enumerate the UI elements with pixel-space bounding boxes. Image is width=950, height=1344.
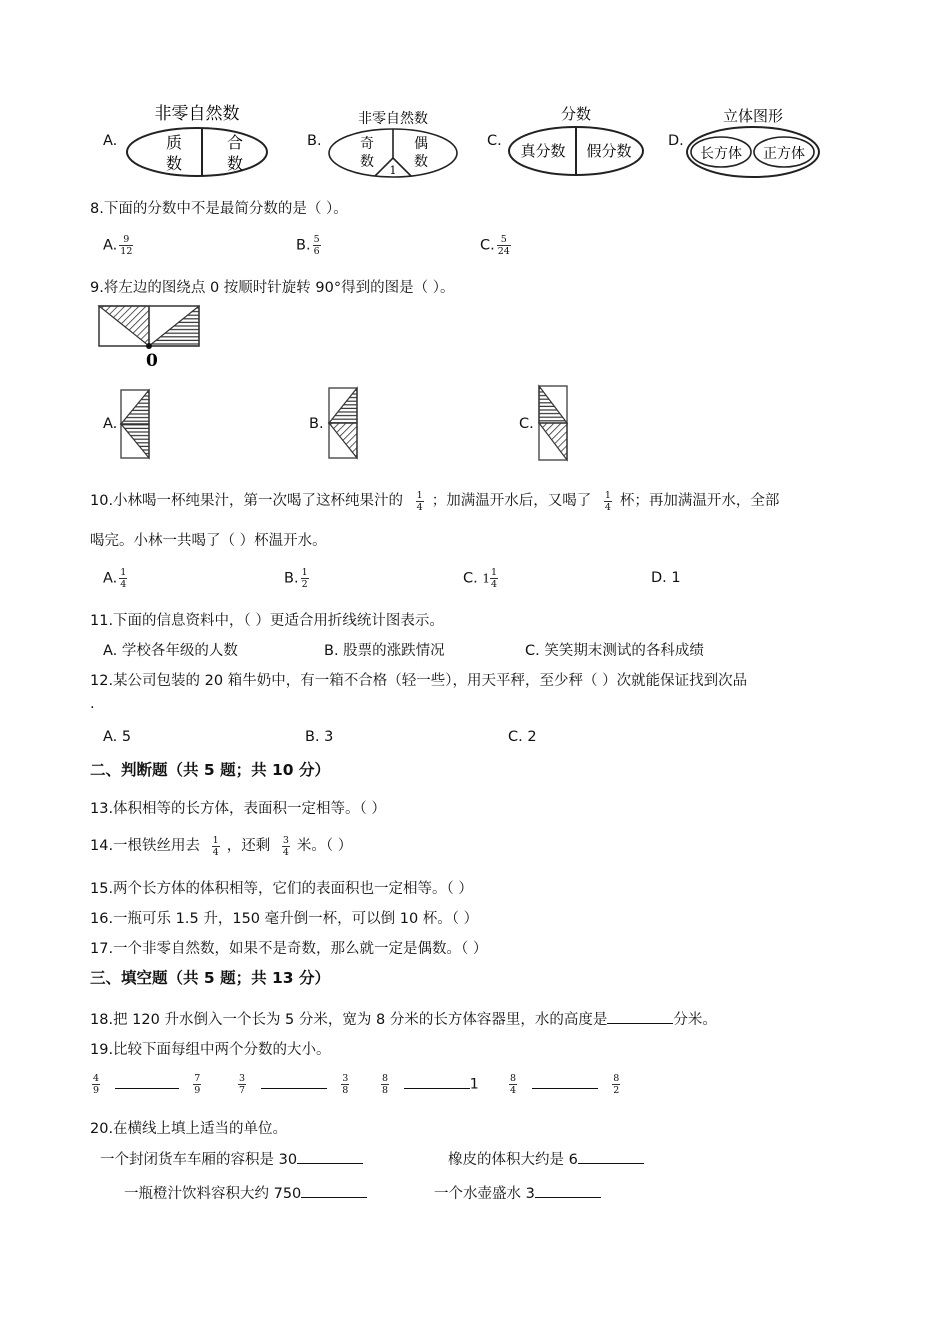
denominator: 7 — [239, 1085, 246, 1096]
numerator: 1 — [490, 567, 498, 578]
q7-b-right-2: 数 — [414, 154, 428, 170]
q19-pair-3-right: 1 — [469, 1076, 479, 1093]
q18-part-2: 分米。 — [673, 1012, 717, 1028]
denominator: 2 — [613, 1085, 620, 1096]
q10-line-2: 喝完。小林一共喝了（ ）杯温开水。 — [90, 533, 327, 549]
q19-pair-4-left — [509, 1073, 517, 1096]
q20-item-4-text: 一个水壶盛水 3 — [434, 1186, 535, 1202]
numerator: 1 — [301, 567, 308, 578]
q11-text: 11.下面的信息资料中，（ ）更适合用折线统计图表示。 — [90, 613, 444, 629]
q7-venn-b — [325, 108, 463, 180]
q19-pair-2-left — [238, 1073, 246, 1096]
q20-item-1 — [100, 1148, 363, 1169]
section-3-heading: 三、填空题（共 5 题；共 13 分） — [90, 969, 330, 987]
q9-option-a-figure[interactable] — [118, 388, 154, 462]
numerator: 1 — [212, 834, 219, 846]
q9-option-c-figure[interactable] — [536, 384, 572, 464]
q7-b-right-1: 偶 — [414, 136, 428, 152]
q7-a-right-1: 合 — [226, 133, 244, 152]
q7-option-d-letter[interactable]: D. — [668, 133, 684, 149]
q7-b-title: 非零自然数 — [358, 111, 428, 127]
q7-venn-c — [505, 102, 647, 180]
denominator: 8 — [342, 1085, 349, 1096]
q7-venn-d — [684, 104, 822, 180]
q20-item-3-text: 一瓶橙汁饮料容积大约 750 — [124, 1186, 302, 1202]
q8-option-b-fraction — [313, 234, 321, 257]
q9-original-figure — [95, 300, 207, 370]
numerator: 5 — [313, 234, 320, 245]
q10-option-a[interactable] — [103, 567, 129, 590]
q16-text: 16.一瓶可乐 1.5 升，150 毫升倒一杯，可以倒 10 杯。（ ） — [90, 911, 479, 927]
q14-part-3: 米。（ ） — [296, 838, 353, 854]
q12-dot: . — [90, 696, 95, 712]
denominator: 24 — [497, 246, 510, 257]
q9-text: 9.将左边的图绕点 0 按顺时针旋转 90°得到的图是（ ）。 — [90, 280, 455, 296]
q12-text: 12.某公司包装的 20 箱牛奶中，有一箱不合格（轻一些），用天平秤，至少秤（ ）次就能保证找到次品 — [90, 673, 748, 689]
q19-pair-1-right — [193, 1073, 201, 1096]
q7-option-c-letter[interactable]: C. — [487, 133, 502, 149]
q10-option-d[interactable]: D. 1 — [651, 570, 681, 586]
numerator: 8 — [510, 1073, 517, 1084]
q20-item-2 — [448, 1148, 644, 1169]
numerator: 8 — [382, 1073, 389, 1084]
q11-option-b[interactable]: B. 股票的涨跌情况 — [324, 643, 445, 659]
q9-point-label: 0 — [146, 351, 158, 370]
q10-option-a-fraction — [119, 567, 127, 590]
q14-part-1: 14.一根铁丝用去 — [90, 838, 201, 854]
q17-text: 17.一个非零自然数，如果不是奇数，那么就一定是偶数。（ ） — [90, 941, 488, 957]
numerator: 1 — [416, 489, 423, 501]
q18-part-1: 18.把 120 升水倒入一个长为 5 分米，宽为 8 分米的长方体容器里，水的高度是 — [90, 1012, 608, 1028]
q11-option-c[interactable]: C. 笑笑期末测试的各科成绩 — [525, 643, 704, 659]
q8-option-c-fraction — [497, 234, 511, 257]
q7-b-left-1: 奇 — [360, 136, 374, 152]
q10-option-a-letter: A. — [103, 570, 118, 587]
q7-a-left-2: 数 — [165, 154, 183, 173]
q19-pair-3 — [379, 1073, 479, 1096]
denominator: 12 — [120, 246, 133, 257]
q19-pair-1-left — [92, 1073, 100, 1096]
q8-option-a-fraction — [119, 234, 133, 257]
q8-option-c[interactable] — [480, 234, 513, 257]
q8-text: 8.下面的分数中不是最简分数的是（ ）。 — [90, 201, 348, 217]
numerator: 7 — [194, 1073, 201, 1084]
q7-c-left: 真分数 — [520, 142, 566, 160]
q9-option-b-letter[interactable]: B. — [309, 416, 324, 432]
q12-option-b[interactable]: B. 3 — [305, 729, 334, 745]
q10-option-b[interactable] — [284, 567, 311, 590]
q10-option-b-fraction — [301, 567, 309, 590]
q7-c-title: 分数 — [560, 105, 592, 123]
q20-item-2-blank[interactable] — [578, 1151, 644, 1164]
denominator: 2 — [301, 579, 308, 590]
q13-text: 13.体积相等的长方体，表面积一定相等。（ ） — [90, 801, 386, 817]
q19-pair-2-blank[interactable] — [261, 1076, 327, 1089]
section-2-heading: 二、判断题（共 5 题；共 10 分） — [90, 761, 330, 779]
q18-text — [90, 1008, 717, 1029]
denominator: 8 — [382, 1085, 389, 1096]
denominator: 9 — [93, 1085, 100, 1096]
q19-pair-2-right — [341, 1073, 349, 1096]
q10-option-c[interactable] — [463, 567, 500, 590]
denominator: 4 — [212, 846, 219, 858]
q8-option-a-letter: A. — [103, 237, 118, 254]
q11-option-a[interactable]: A. 学校各年级的人数 — [103, 643, 238, 659]
q8-option-c-letter: C. — [480, 237, 495, 254]
q19-pair-4-right — [612, 1073, 620, 1096]
numerator: 4 — [93, 1073, 100, 1084]
q7-b-center: 1 — [389, 164, 397, 177]
q20-item-1-text: 一个封闭货车车厢的容积是 30 — [100, 1152, 298, 1168]
q12-option-c[interactable]: C. 2 — [508, 729, 537, 745]
q14-part-2: ，还剩 — [226, 838, 271, 854]
numerator: 9 — [119, 234, 133, 246]
q15-text: 15.两个长方体的体积相等，它们的表面积也一定相等。（ ） — [90, 881, 473, 897]
q14-text — [90, 834, 352, 858]
numerator: 3 — [342, 1073, 349, 1084]
q18-answer-blank[interactable] — [607, 1011, 673, 1024]
q14-fraction-1 — [212, 835, 220, 858]
denominator: 4 — [120, 579, 127, 590]
q7-option-a-letter[interactable]: A. — [103, 133, 118, 149]
q19-pair-1-blank[interactable] — [115, 1076, 179, 1089]
q20-item-3-blank[interactable] — [301, 1185, 367, 1198]
q7-a-title: 非零自然数 — [154, 104, 240, 124]
numerator: 8 — [613, 1073, 620, 1084]
q9-option-b-figure[interactable] — [326, 386, 362, 462]
q20-item-4 — [434, 1182, 601, 1203]
denominator: 4 — [416, 501, 423, 513]
denominator: 9 — [194, 1085, 201, 1096]
q8-option-a[interactable] — [103, 234, 135, 257]
q10-part-2: ；加满温开水后，又喝了 — [431, 493, 592, 509]
q7-option-b-letter[interactable]: B. — [307, 133, 322, 149]
q14-fraction-2 — [282, 835, 290, 858]
numerator: 3 — [282, 834, 289, 846]
q20-item-1-blank[interactable] — [297, 1151, 363, 1164]
numerator: 5 — [497, 234, 511, 246]
q19-pair-4-blank[interactable] — [532, 1076, 598, 1089]
q10-part-3: 杯；再加满温开水，全部 — [619, 493, 780, 509]
denominator: 6 — [313, 246, 320, 257]
q20-item-4-blank[interactable] — [535, 1185, 601, 1198]
numerator: 3 — [239, 1073, 246, 1084]
denominator: 4 — [490, 579, 498, 590]
q19-pair-3-blank[interactable] — [404, 1076, 470, 1089]
q10-fraction-2 — [604, 490, 612, 513]
q7-d-left: 长方体 — [700, 146, 742, 162]
q19-pair-1 — [90, 1073, 203, 1096]
denominator: 4 — [282, 846, 289, 858]
q7-d-title: 立体图形 — [722, 107, 784, 125]
q7-d-right: 正方体 — [763, 146, 805, 162]
q9-option-a-letter[interactable]: A. — [103, 416, 118, 432]
q7-b-left-2: 数 — [360, 154, 374, 170]
q10-fraction-1 — [416, 490, 424, 513]
denominator: 4 — [510, 1085, 517, 1096]
q10-option-c-fraction — [490, 567, 498, 590]
q7-a-right-2: 数 — [226, 154, 244, 173]
q20-item-3 — [124, 1182, 367, 1203]
q8-option-b[interactable] — [296, 234, 323, 257]
q7-venn-a — [122, 100, 272, 180]
q19-text: 19.比较下面每组中两个分数的大小。 — [90, 1042, 331, 1058]
q7-a-left-1: 质 — [165, 133, 183, 152]
q20-text: 20.在横线上填上适当的单位。 — [90, 1121, 288, 1137]
q8-option-b-letter: B. — [296, 237, 311, 254]
q10-option-c-letter: C. — [463, 570, 478, 587]
q19-pair-3-left — [381, 1073, 389, 1096]
q20-item-2-text: 橡皮的体积大约是 6 — [448, 1152, 578, 1168]
q19-pair-4 — [507, 1073, 622, 1096]
q9-option-c-letter[interactable]: C. — [519, 416, 534, 432]
q10-option-b-letter: B. — [284, 570, 299, 587]
q12-option-a[interactable]: A. 5 — [103, 729, 132, 745]
numerator: 1 — [120, 567, 127, 578]
q10-option-c-whole: 1 — [482, 571, 490, 586]
q7-c-right: 假分数 — [586, 142, 632, 160]
numerator: 1 — [604, 489, 611, 501]
q10-part-1: 10.小林喝一杯纯果汁，第一次喝了这杯纯果汁的 — [90, 493, 404, 509]
denominator: 4 — [604, 501, 611, 513]
q19-pair-2 — [236, 1073, 351, 1096]
q10-line-1 — [90, 489, 779, 513]
